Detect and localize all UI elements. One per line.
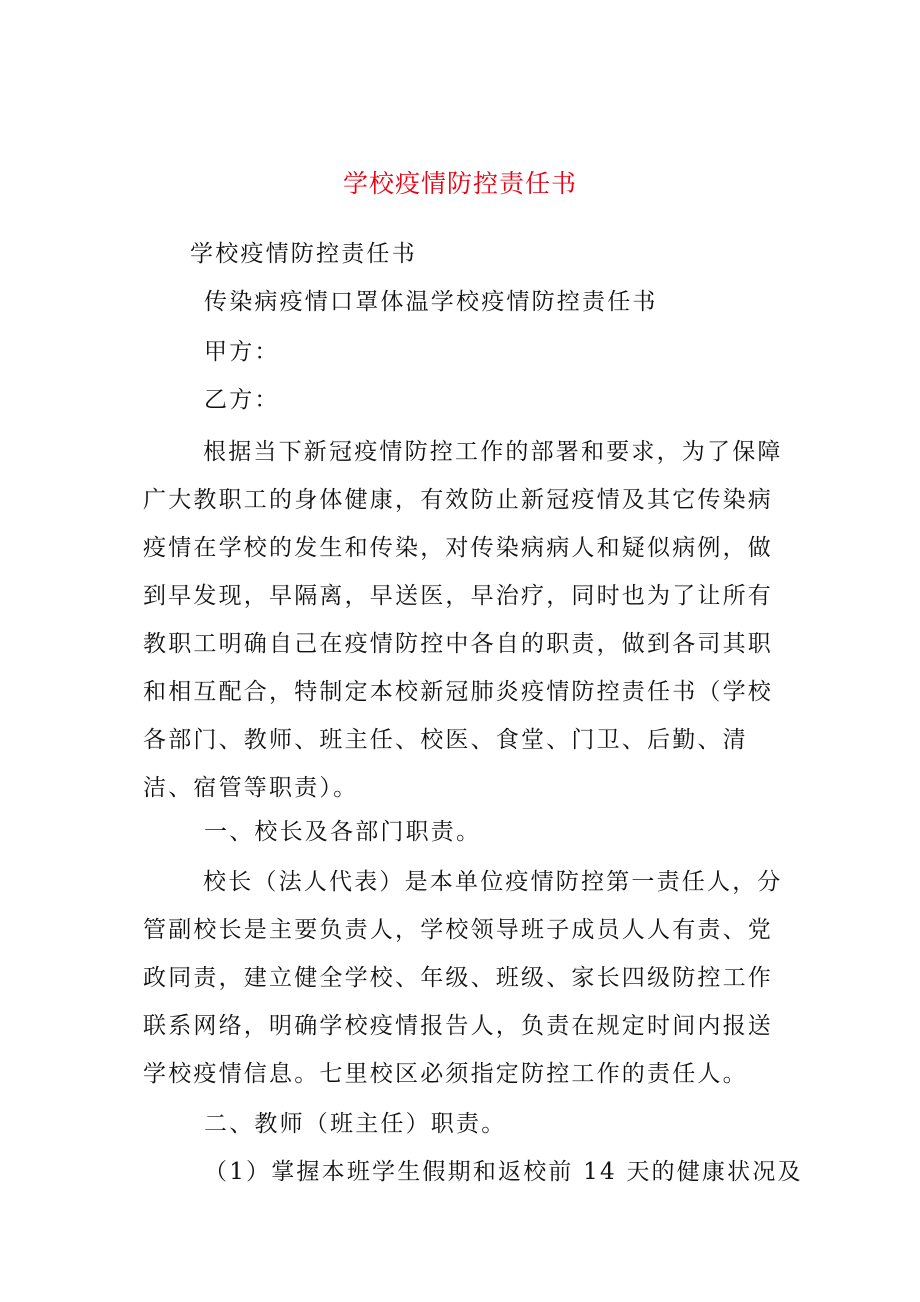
party-a-label: 甲方： bbox=[204, 339, 280, 365]
document-line-topic: 传染病疫情口罩体温学校疫情防控责任书 bbox=[204, 289, 658, 315]
principal-duties-paragraph: 校长（法人代表）是本单位疫情防控第一责任人，分管副校长是主要负责人，学校领导班子成员人人有责、党政同责，建立健全学校、年级、班级、家长四级防控工作联系网络，明确学校疫情报告人，负责在规定时间内报送学校疫情信息。七里校区必须指定防控工作的责任人。 bbox=[143, 869, 783, 1087]
document-title: 学校疫情防控责任书 bbox=[342, 169, 577, 198]
section-heading-teacher: 二、教师（班主任）职责。 bbox=[204, 1111, 507, 1137]
section-heading-principal: 一、校长及各部门职责。 bbox=[204, 819, 482, 845]
teacher-duty-item-1: （1）掌握本班学生假期和返校前 14 天的健康状况及 bbox=[204, 1159, 803, 1185]
document-subtitle: 学校疫情防控责任书 bbox=[190, 241, 417, 267]
party-b-label: 乙方： bbox=[204, 387, 280, 413]
intro-paragraph: 根据当下新冠疫情防控工作的部署和要求，为了保障广大教职工的身体健康，有效防止新冠疫情及其它传染病疫情在学校的发生和传染，对传染病病人和疑似病例，做到早发现，早隔离，早送医，早治疗，同时也为了让所有教职工明确自己在疫情防控中各自的职责，做到各司其职和相互配合，特制定本校新冠肺炎疫情防控责任书（学校各部门、教师、班主任、校医、食堂、门卫、后勤、清洁、宿管等职责）。 bbox=[143, 439, 783, 801]
